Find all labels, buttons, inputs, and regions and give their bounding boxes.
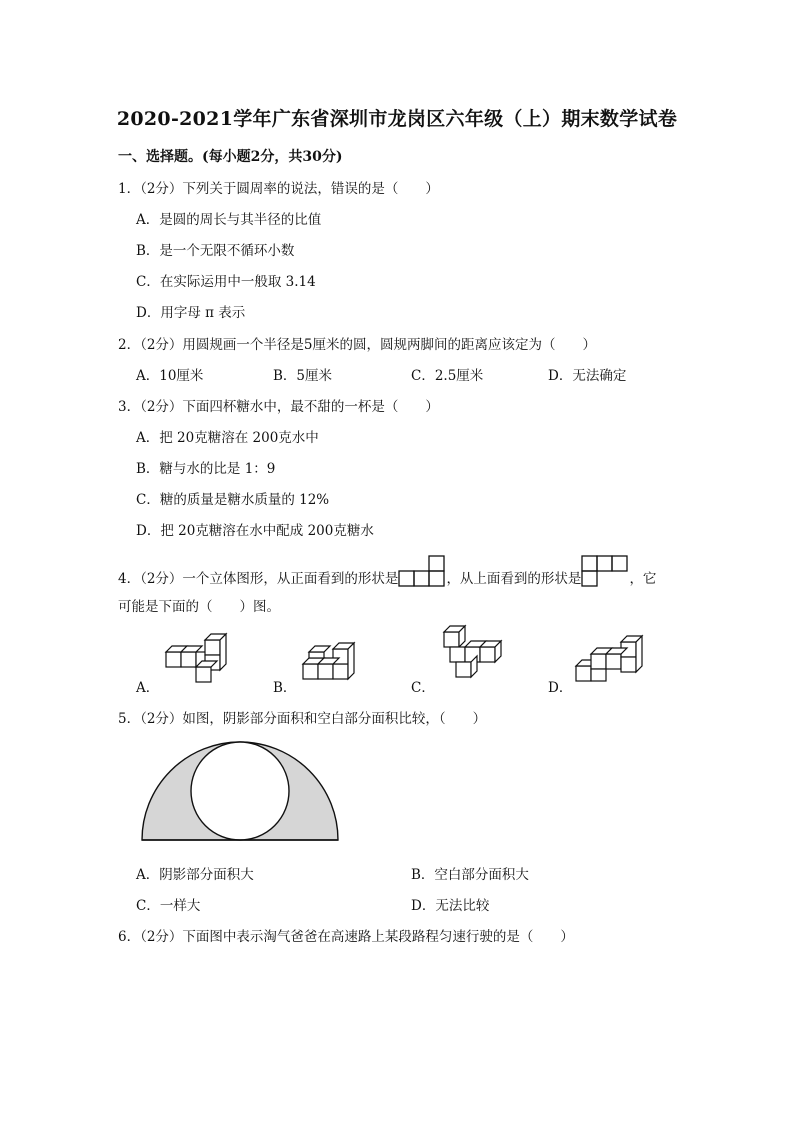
page-title: 2020-2021学年广东省深圳市龙岗区六年级（上）期末数学试卷	[116, 108, 678, 130]
question-5-option-a[interactable]: A．阴影部分面积大	[136, 867, 254, 883]
question-1-option-c[interactable]: C．在实际运用中一般取 3.14	[136, 274, 316, 290]
question-4-option-b[interactable]: B．	[273, 680, 297, 696]
cube-figure-d[interactable]	[570, 624, 650, 686]
question-3-option-d[interactable]: D．把 20克糖溶在水中配成 200克糖水	[136, 523, 374, 539]
question-5-option-d[interactable]: D．无法比较	[411, 898, 490, 914]
question-4-stem-part2: ，从上面看到的形状是	[446, 571, 582, 587]
semicircle-figure	[140, 740, 340, 842]
cube-figure-b[interactable]	[298, 630, 370, 686]
question-6-stem: 6．（2分）下面图中表示淘气爸爸在高速路上某段路程匀速行驶的是（ ）	[118, 929, 574, 945]
question-5-option-b[interactable]: B．空白部分面积大	[411, 867, 529, 883]
question-4-option-d[interactable]: D．	[548, 680, 573, 696]
cube-figure-a[interactable]	[160, 622, 240, 688]
question-2-stem: 2．（2分）用圆规画一个半径是5厘米的圆，圆规两脚间的距离应该定为（ ）	[118, 337, 597, 353]
question-5-stem: 5．（2分）如图，阴影部分面积和空白部分面积比较，（ ）	[118, 711, 487, 727]
question-4-stem-line2: 可能是下面的（ ）图。	[118, 599, 280, 615]
question-2-option-d[interactable]: D．无法确定	[548, 368, 627, 384]
question-1-stem: 1．（2分）下列关于圆周率的说法，错误的是（ ）	[118, 181, 439, 197]
question-4-stem-part3: ，它	[629, 571, 657, 587]
question-3-option-b[interactable]: B．糖与水的比是 1：9	[136, 461, 276, 477]
question-4-stem-part1: 4．（2分）一个立体图形，从正面看到的形状是	[118, 571, 399, 587]
section-heading: 一、选择题。(每小题2分，共30分)	[118, 149, 343, 165]
question-2-option-c[interactable]: C．2.5厘米	[411, 368, 484, 384]
question-4-option-a[interactable]: A．	[136, 680, 160, 696]
question-3-option-a[interactable]: A．把 20克糖溶在 200克水中	[136, 430, 319, 446]
front-view-figure	[398, 555, 446, 587]
question-4-stem	[118, 567, 656, 587]
question-1-option-a[interactable]: A．是圆的周长与其半径的比值	[136, 212, 322, 228]
question-2-option-b[interactable]: B．5厘米	[273, 368, 333, 384]
cube-figure-c[interactable]	[436, 624, 508, 688]
question-1-option-d[interactable]: D．用字母 π 表示	[136, 305, 246, 321]
question-3-stem: 3．（2分）下面四杯糖水中，最不甜的一杯是（ ）	[118, 399, 439, 415]
top-view-figure	[581, 555, 629, 587]
question-5-option-c[interactable]: C．一样大	[136, 898, 201, 914]
question-2-option-a[interactable]: A．10厘米	[136, 368, 204, 384]
question-4-option-c[interactable]: C．	[411, 680, 435, 696]
question-1-option-b[interactable]: B．是一个无限不循环小数	[136, 243, 295, 259]
question-3-option-c[interactable]: C．糖的质量是糖水质量的 12%	[136, 492, 330, 508]
